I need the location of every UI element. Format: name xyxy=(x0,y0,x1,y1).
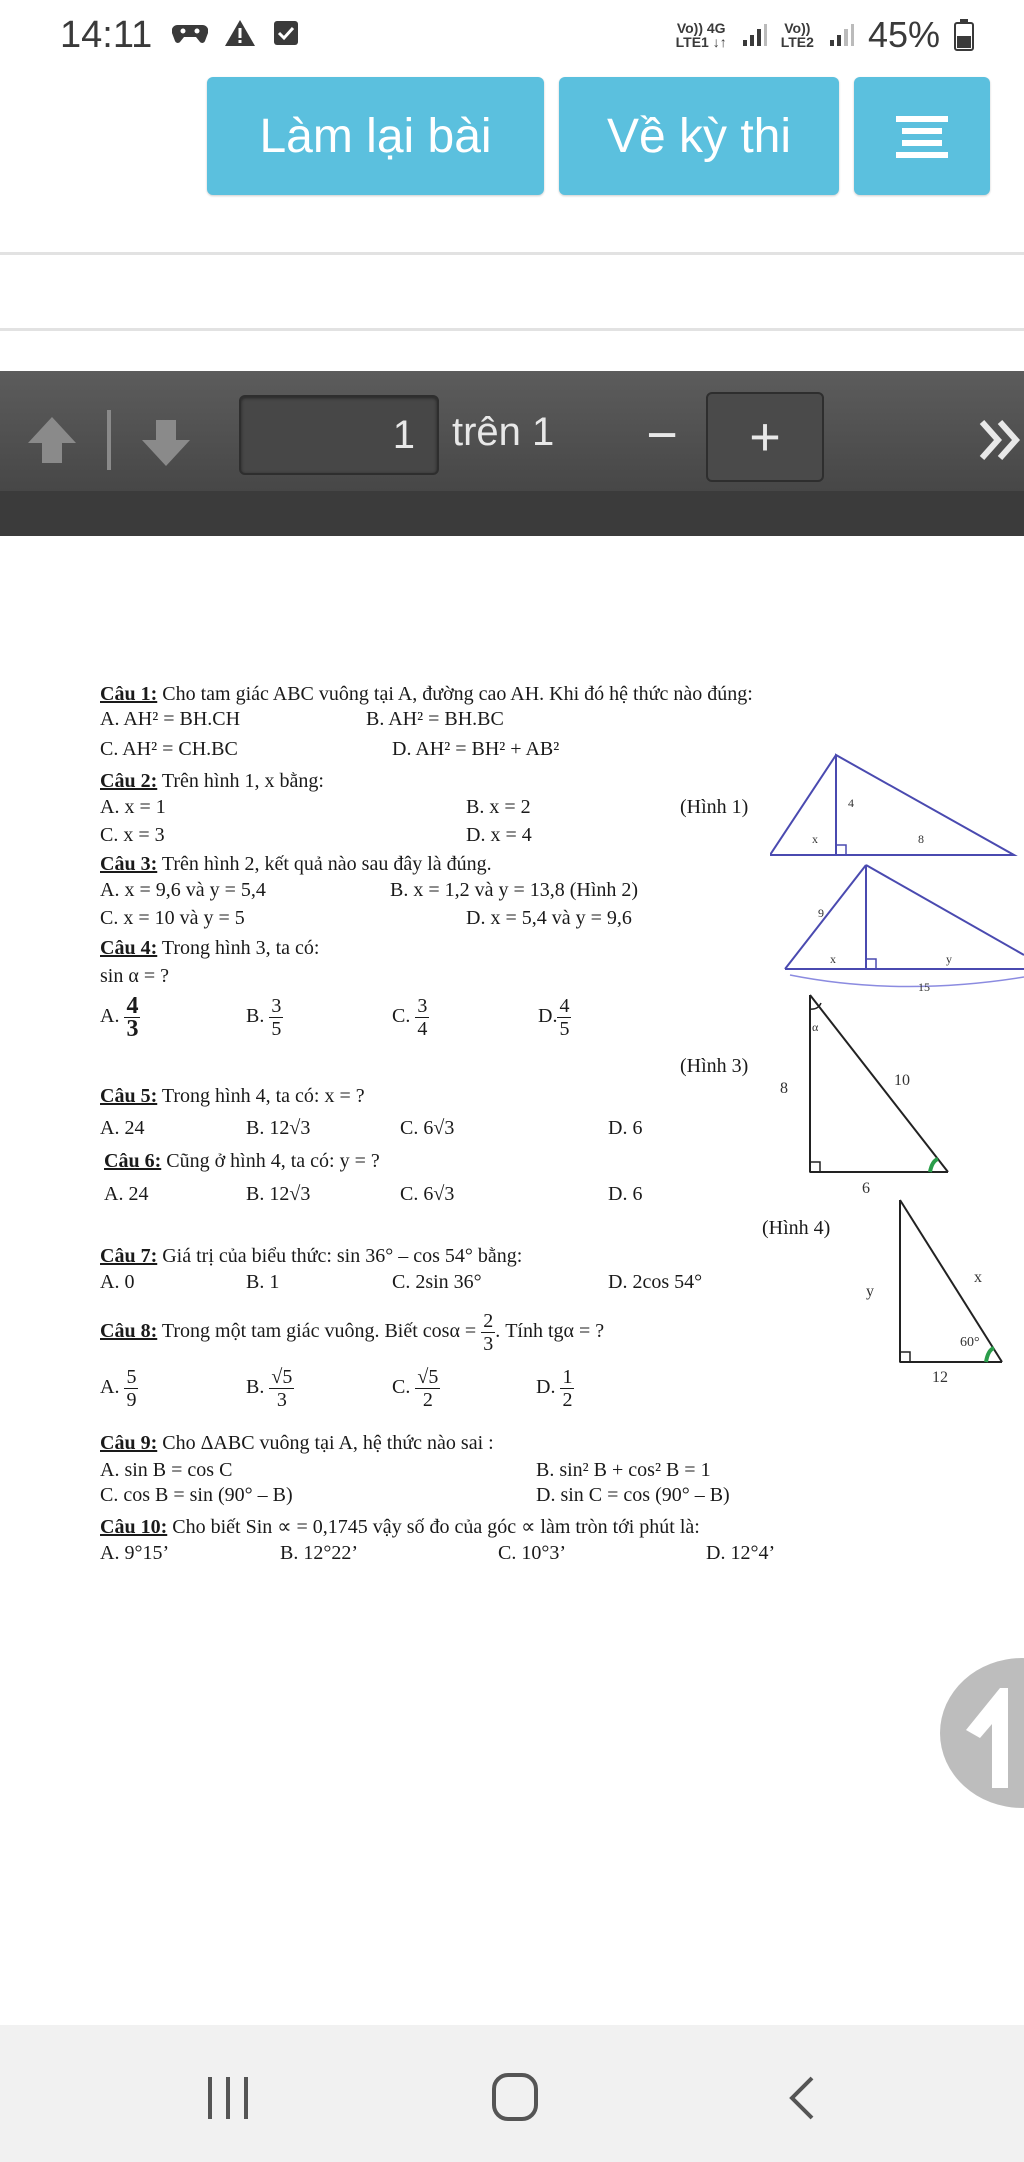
option-prefix: A. xyxy=(100,1005,120,1028)
warning-icon xyxy=(224,18,256,48)
menu-icon xyxy=(894,112,950,160)
q1-option-c: C. AH² = CH.BC xyxy=(100,738,238,760)
question-text-end: . Tính tgα = ? xyxy=(495,1320,605,1343)
sim1-label-bottom: LTE1 ↓↑ xyxy=(675,34,727,50)
question-label: Câu 4: xyxy=(100,937,158,959)
question-text: Cho biết Sin ∝ = 0,1745 vậy số đo của góc ∝ làm tròn tới phút là: xyxy=(167,1516,700,1538)
zoom-in-button[interactable]: + xyxy=(706,392,824,482)
sim1-label-top: Vo)) 4G xyxy=(676,20,726,36)
question-label: Câu 6: xyxy=(104,1150,162,1172)
denominator: 3 xyxy=(276,1389,287,1411)
figure-4 xyxy=(850,1190,1024,1390)
option-prefix: D. xyxy=(538,1005,558,1028)
divider xyxy=(0,252,1024,255)
fig3-hyp: 10 xyxy=(894,1072,910,1089)
home-icon xyxy=(490,2071,540,2123)
figure-4-caption: (Hình 4) xyxy=(762,1217,831,1239)
q8-option-d xyxy=(536,1366,574,1411)
q6-option-c: C. 6√3 xyxy=(400,1183,455,1205)
arrow-up-icon xyxy=(24,415,80,465)
q7-option-c: C. 2sin 36° xyxy=(392,1271,482,1293)
status-time: 14:11 xyxy=(60,14,153,56)
signal-icon xyxy=(741,22,767,48)
denominator: 5 xyxy=(559,1018,570,1040)
q4-option-c xyxy=(392,995,429,1040)
gamepad-icon xyxy=(172,21,208,45)
fig2-side-base: 15 xyxy=(918,980,930,994)
q2-option-b: B. x = 2 xyxy=(466,796,531,818)
battery-icon xyxy=(954,19,974,51)
fraction xyxy=(124,995,140,1040)
q5-option-c: C. 6√3 xyxy=(400,1117,455,1139)
fig4-base: 12 xyxy=(932,1369,948,1386)
question-label: Câu 10: xyxy=(100,1516,168,1538)
question-7 xyxy=(100,1245,522,1267)
denominator: 9 xyxy=(126,1389,137,1411)
sidebar-toggle-button[interactable] xyxy=(978,418,1024,467)
question-text: Cũng ở hình 4, ta có: y = ? xyxy=(161,1150,380,1172)
zoom-out-button[interactable]: − xyxy=(646,405,678,465)
question-5 xyxy=(100,1085,365,1107)
q4-prompt: sin α = ? xyxy=(100,965,169,987)
denominator: 2 xyxy=(422,1389,433,1411)
fig2-side-a: 9 xyxy=(818,906,824,920)
question-text: Trong một tam giác vuông. Biết cosα = xyxy=(157,1320,482,1343)
option-prefix: D. xyxy=(536,1376,556,1399)
figure-2 xyxy=(785,865,1024,994)
question-2 xyxy=(100,770,324,792)
question-text: Trên hình 1, x bằng: xyxy=(157,770,324,792)
q3-option-d: D. x = 5,4 và y = 9,6 xyxy=(466,907,632,929)
q9-option-d: D. sin C = cos (90° – B) xyxy=(536,1484,730,1506)
q10-option-a: A. 9°15’ xyxy=(100,1542,170,1564)
arrow-up-circle-icon xyxy=(958,1678,1024,1788)
denominator: 2 xyxy=(562,1389,573,1411)
fig1-side-x: x xyxy=(812,832,818,846)
retry-button[interactable]: Làm lại bài xyxy=(207,77,544,195)
question-label: Câu 2: xyxy=(100,770,158,792)
question-6 xyxy=(104,1150,380,1172)
q2-option-a: A. x = 1 xyxy=(100,796,166,818)
numerator: √5 xyxy=(417,1366,439,1388)
page-number-input[interactable]: 1 xyxy=(239,395,439,475)
question-text: Giá trị của biểu thức: sin 36° – cos 54° bằng: xyxy=(157,1245,523,1267)
q2-option-d: D. x = 4 xyxy=(466,824,532,846)
option-prefix: A. xyxy=(100,1376,120,1399)
fig2-side-y: y xyxy=(946,952,952,966)
figures-svg xyxy=(770,745,1024,1215)
fraction xyxy=(557,995,571,1040)
back-chevron-icon xyxy=(786,2075,816,2121)
denominator: 5 xyxy=(271,1018,282,1040)
double-chevron-icon xyxy=(978,418,1024,462)
question-text: Trên hình 2, kết quả nào sau đây là đúng. xyxy=(157,853,492,875)
q7-option-d: D. 2cos 54° xyxy=(608,1271,703,1293)
fig2-side-x: x xyxy=(830,952,836,966)
fig3-base: 6 xyxy=(862,1180,870,1197)
fig1-side-a: 4 xyxy=(848,796,854,810)
q8-option-c xyxy=(392,1366,440,1411)
fraction xyxy=(415,995,429,1040)
menu-button[interactable] xyxy=(854,77,990,195)
fraction xyxy=(481,1310,495,1355)
q1-option-b: B. AH² = BH.BC xyxy=(366,708,504,730)
q4-option-a xyxy=(100,995,140,1040)
q1-option-d: D. AH² = BH² + AB² xyxy=(392,738,560,760)
back-button[interactable] xyxy=(786,2075,816,2126)
home-button[interactable] xyxy=(490,2071,540,2128)
numerator: 4 xyxy=(126,993,139,1019)
question-label: Câu 5: xyxy=(100,1085,158,1107)
question-label: Câu 3: xyxy=(100,853,158,875)
question-text: Trong hình 4, ta có: x = ? xyxy=(157,1085,365,1107)
figure-3-caption: (Hình 3) xyxy=(680,1055,749,1077)
question-label: Câu 7: xyxy=(100,1245,158,1267)
q8-option-b xyxy=(246,1366,294,1411)
toolbar-separator xyxy=(107,410,111,470)
q9-option-a: A. sin B = cos C xyxy=(100,1459,233,1481)
denominator: 4 xyxy=(417,1018,428,1040)
q10-option-d: D. 12°4’ xyxy=(706,1542,776,1564)
q3-option-b: B. x = 1,2 và y = 13,8 (Hình 2) xyxy=(390,879,639,901)
question-text: Trong hình 3, ta có: xyxy=(157,937,320,959)
status-right-group xyxy=(676,14,974,56)
fraction xyxy=(415,1366,440,1411)
q5-option-a: A. 24 xyxy=(100,1117,145,1139)
sim2-indicator xyxy=(781,21,814,49)
sim1-indicator xyxy=(676,21,727,49)
fig3-leg: 8 xyxy=(780,1080,788,1097)
numerator: 1 xyxy=(562,1366,573,1388)
q7-option-b: B. 1 xyxy=(246,1271,280,1293)
fraction xyxy=(269,995,283,1040)
question-label: Câu 8: xyxy=(100,1320,158,1343)
figure-1 xyxy=(770,755,1014,855)
next-page-button[interactable] xyxy=(138,418,194,473)
sim2-label-bottom: LTE2 xyxy=(780,34,814,50)
fig4-hyp: x xyxy=(974,1269,982,1286)
recent-apps-button[interactable] xyxy=(206,2075,250,2126)
q4-option-d xyxy=(538,995,571,1040)
system-navigation-bar xyxy=(0,2025,1024,2162)
option-prefix: B. xyxy=(246,1005,265,1028)
arrow-down-icon xyxy=(138,418,194,468)
divider xyxy=(0,328,1024,331)
q9-option-c: C. cos B = sin (90° – B) xyxy=(100,1484,293,1506)
q10-option-b: B. 12°22’ xyxy=(280,1542,358,1564)
question-1 xyxy=(100,683,753,705)
figure-3 xyxy=(780,995,948,1197)
denominator: 3 xyxy=(126,1016,139,1042)
question-text: Cho ΔABC vuông tại A, hệ thức nào sai : xyxy=(157,1432,494,1454)
figure-1-caption: (Hình 1) xyxy=(680,796,749,818)
fraction xyxy=(560,1366,574,1411)
fraction xyxy=(124,1366,138,1411)
question-label: Câu 9: xyxy=(100,1432,158,1454)
numerator: √5 xyxy=(271,1366,293,1388)
numerator: 5 xyxy=(126,1366,137,1388)
numerator: 3 xyxy=(271,995,282,1017)
fig3-angle: α xyxy=(812,1020,819,1034)
fraction xyxy=(269,1366,294,1411)
question-3 xyxy=(100,853,492,875)
fig1-side-b: 8 xyxy=(918,832,924,846)
option-prefix: B. xyxy=(246,1376,265,1399)
numerator: 3 xyxy=(417,995,428,1017)
fig4-leg: y xyxy=(866,1283,874,1300)
fig4-angle: 60° xyxy=(960,1335,980,1350)
q2-option-c: C. x = 3 xyxy=(100,824,165,846)
q6-option-d: D. 6 xyxy=(608,1183,643,1205)
sim2-label-top: Vo)) xyxy=(784,20,811,36)
q5-option-d: D. 6 xyxy=(608,1117,643,1139)
option-prefix: C. xyxy=(392,1005,411,1028)
status-notification-icons xyxy=(172,18,300,48)
question-9 xyxy=(100,1432,494,1454)
toolbar-strip xyxy=(0,491,1024,536)
recent-apps-icon xyxy=(206,2075,250,2121)
q1-option-a: A. AH² = BH.CH xyxy=(100,708,241,730)
option-prefix: C. xyxy=(392,1376,411,1399)
back-to-exam-button[interactable]: Về kỳ thi xyxy=(559,77,839,195)
q7-option-a: A. 0 xyxy=(100,1271,135,1293)
prev-page-button[interactable] xyxy=(24,415,80,470)
question-text: Cho tam giác ABC vuông tại A, đường cao AH. Khi đó hệ thức nào đúng: xyxy=(157,683,753,705)
page-total-label: trên 1 xyxy=(452,410,555,454)
numerator: 2 xyxy=(483,1310,494,1332)
q3-option-a: A. x = 9,6 và y = 5,4 xyxy=(100,879,266,901)
numerator: 4 xyxy=(559,995,570,1017)
question-8 xyxy=(100,1310,604,1355)
question-4 xyxy=(100,937,319,959)
signal-icon-2 xyxy=(828,22,854,48)
q9-option-b: B. sin² B + cos² B = 1 xyxy=(536,1459,711,1481)
denominator: 3 xyxy=(483,1333,494,1355)
q4-option-b xyxy=(246,995,283,1040)
q3-option-c: C. x = 10 và y = 5 xyxy=(100,907,245,929)
q6-option-a: A. 24 xyxy=(104,1183,149,1205)
scroll-top-button[interactable] xyxy=(940,1658,1024,1808)
q5-option-b: B. 12√3 xyxy=(246,1117,311,1139)
q6-option-b: B. 12√3 xyxy=(246,1183,311,1205)
download-check-icon xyxy=(272,19,300,47)
q10-option-c: C. 10°3’ xyxy=(498,1542,566,1564)
question-label: Câu 1: xyxy=(100,683,158,705)
q8-option-a xyxy=(100,1366,138,1411)
question-10 xyxy=(100,1516,700,1538)
battery-percent: 45% xyxy=(867,14,940,55)
